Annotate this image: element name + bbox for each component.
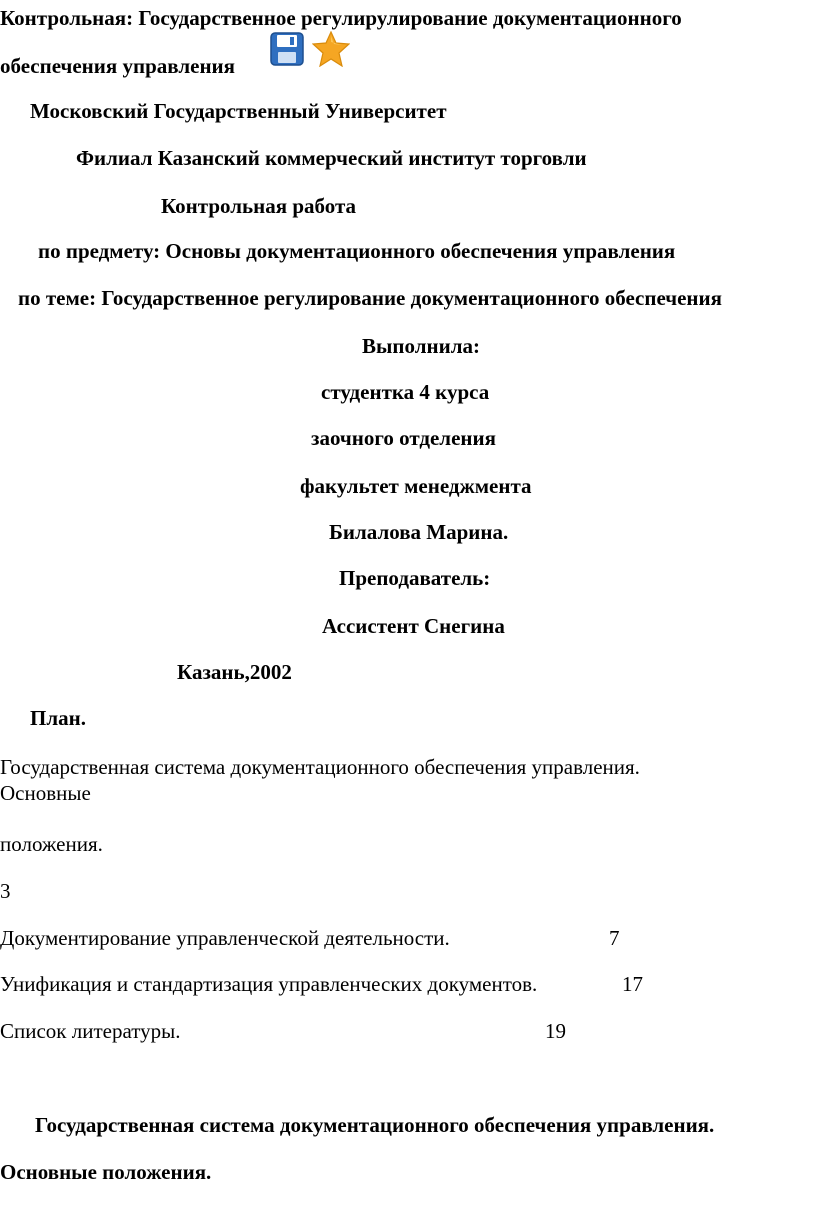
student-name: Билалова Марина.	[329, 520, 509, 544]
city-year: Казань,2002	[177, 660, 292, 684]
plan-heading: План.	[30, 706, 86, 730]
faculty: факультет менеджмента	[300, 474, 532, 498]
topic-line: по теме: Государственное регулирование документационного обеспечения	[18, 286, 722, 310]
work-type: Контрольная работа	[161, 194, 357, 218]
teacher-name: Ассистент Снегина	[322, 614, 505, 638]
doc-title-line2: обеспечения управления	[0, 54, 235, 78]
plan-item-2-title: Документирование управленческой деятельности.	[0, 926, 450, 950]
subject-line: по предмету: Основы документационного обеспечения управления	[38, 239, 676, 263]
plan-item-1-page: 3	[0, 879, 11, 903]
plan-item-4-page: 19	[545, 1019, 566, 1043]
plan-item-1-line2: положения.	[0, 832, 103, 856]
star-icon[interactable]	[312, 31, 346, 67]
branch-name: Филиал Казанский коммерческий институт торговли	[76, 146, 587, 170]
plan-item-3-page: 17	[622, 972, 643, 996]
performed-by-label: Выполнила:	[362, 334, 480, 358]
plan-item-1-line1: Государственная система документационного обеспечения управления.	[0, 755, 640, 779]
department: заочного отделения	[311, 426, 496, 450]
student-course: студентка 4 курса	[321, 380, 490, 404]
title-icons	[270, 31, 346, 67]
plan-item-2-page: 7	[609, 926, 620, 950]
teacher-label: Преподаватель:	[339, 566, 491, 590]
plan-item-3-title: Унификация и стандартизация управленческих документов.	[0, 972, 538, 996]
plan-item-1-line1-wrap: Основные	[0, 781, 91, 805]
plan-item-4-title: Список литературы.	[0, 1019, 181, 1043]
section-heading-line2: Основные положения.	[0, 1160, 212, 1184]
section-heading-line1: Государственная система документационного обеспечения управления.	[35, 1113, 715, 1137]
university-name: Московский Государственный Университет	[30, 99, 447, 123]
doc-title-line1: Контрольная: Государственное регулирулирование документационного	[0, 6, 682, 30]
save-icon[interactable]	[270, 31, 304, 67]
